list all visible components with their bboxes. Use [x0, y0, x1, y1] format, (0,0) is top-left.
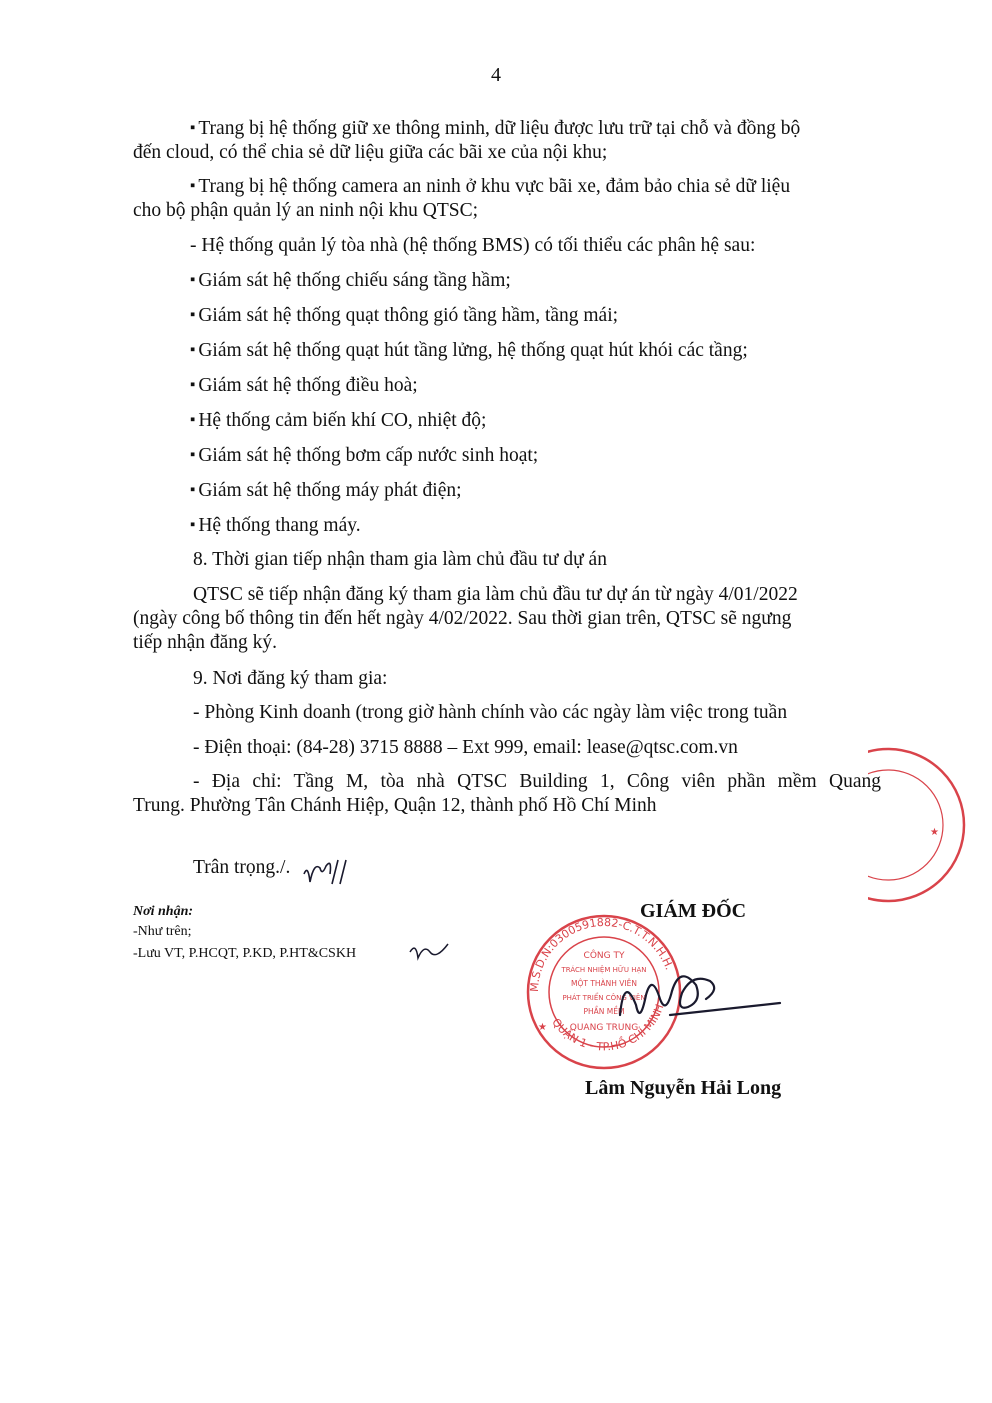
- section-8-heading: 8. Thời gian tiếp nhận tham gia làm chủ đầu tư dự án: [193, 549, 607, 570]
- paragraph: Trung. Phường Tân Chánh Hiệp, Quận 12, thành phố Hồ Chí Minh: [133, 795, 657, 816]
- paragraph: (ngày công bố thông tin đến hết ngày 4/02/2022. Sau thời gian trên, QTSC sẽ ngưng: [133, 608, 792, 629]
- seal-line: PHÁT TRIỂN CÔNG VIÊN: [562, 994, 646, 1002]
- page-edge-seal: [868, 745, 988, 905]
- list-item: ▪ Giám sát hệ thống quạt thông gió tầng hầm, tầng mái;: [190, 304, 618, 329]
- initials-mark: [300, 854, 355, 888]
- svg-text:★: ★: [538, 1022, 547, 1033]
- paragraph: - Địa chỉ: Tầng M, tòa nhà QTSC Building 1, Công viên phần mềm Quang: [193, 771, 881, 792]
- bms-heading: - Hệ thống quản lý tòa nhà (hệ thống BMS) có tối thiểu các phân hệ sau:: [190, 235, 756, 256]
- list-item: ▪ Trang bị hệ thống giữ xe thông minh, dữ liệu được lưu trữ tại chỗ và đồng bộ: [190, 117, 800, 142]
- seal-line: MỘT THÀNH VIÊN: [570, 979, 638, 988]
- seal-ring-bottom: QUẬN 1 - TP.HỒ CHÍ MINH: [549, 1002, 667, 1054]
- list-item: ▪ Giám sát hệ thống điều hoà;: [190, 374, 418, 399]
- seal-ring-text: M.S.D.N:0300591882-C.T.T.N.H.H.: [527, 915, 676, 993]
- seal-line: PHẦN MỀM: [583, 1007, 625, 1016]
- list-item: ▪ Giám sát hệ thống quạt hút tầng lửng, hệ thống quạt hút khói các tầng;: [190, 339, 748, 364]
- recipient-item: -Như trên;: [133, 924, 192, 939]
- signer-name: Lâm Nguyễn Hải Long: [585, 1077, 782, 1099]
- list-item: ▪ Giám sát hệ thống chiếu sáng tầng hầm;: [190, 269, 511, 294]
- list-item: ▪ Giám sát hệ thống máy phát điện;: [190, 479, 462, 504]
- initials-mark: [408, 940, 450, 964]
- list-item: ▪ Hệ thống cảm biến khí CO, nhiệt độ;: [190, 409, 486, 434]
- signer-position: GIÁM ĐỐC: [640, 900, 747, 922]
- list-item-continuation: đến cloud, có thể chia sẻ dữ liệu giữa các bãi xe của nội khu;: [133, 142, 608, 163]
- seal-line: QUANG TRUNG: [569, 1023, 639, 1033]
- closing: Trân trọng./.: [193, 857, 291, 878]
- section-9-heading: 9. Nơi đăng ký tham gia:: [193, 668, 388, 689]
- paragraph: QTSC sẽ tiếp nhận đăng ký tham gia làm chủ đầu tư dự án từ ngày 4/01/2022: [193, 584, 798, 605]
- list-item: ▪ Giám sát hệ thống bơm cấp nước sinh hoạt;: [190, 444, 538, 469]
- paragraph: - Điện thoại: (84-28) 3715 8888 – Ext 999, email: lease@qtsc.com.vn: [193, 737, 738, 758]
- page-number: 4: [491, 64, 501, 86]
- list-item-continuation: cho bộ phận quản lý an ninh nội khu QTSC;: [133, 200, 479, 221]
- paragraph: - Phòng Kinh doanh (trong giờ hành chính vào các ngày làm việc trong tuần: [193, 702, 788, 723]
- recipients-title: Nơi nhận:: [133, 904, 194, 919]
- seal-line: TRÁCH NHIỆM HỮU HẠN: [561, 966, 647, 974]
- svg-text:★: ★: [930, 827, 939, 838]
- seal-line: CÔNG TY: [583, 951, 625, 961]
- paragraph: tiếp nhận đăng ký.: [133, 632, 278, 653]
- list-item: ▪ Hệ thống thang máy.: [190, 514, 361, 539]
- director-signature: [610, 955, 790, 1035]
- recipient-item: -Lưu VT, P.HCQT, P.KD, P.HT&CSKH: [133, 946, 357, 961]
- list-item: ▪ Trang bị hệ thống camera an ninh ở khu vực bãi xe, đảm bảo chia sẻ dữ liệu: [190, 175, 790, 200]
